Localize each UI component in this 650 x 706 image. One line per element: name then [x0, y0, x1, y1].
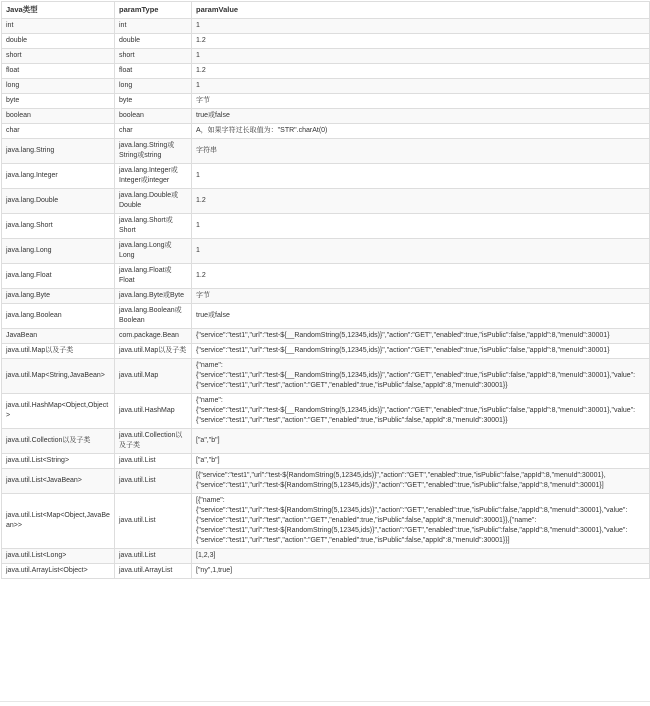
- table-row: [2, 359, 650, 394]
- cell-param-type: java.util.Map以及子类: [115, 344, 192, 359]
- cell-param-type: char: [115, 124, 192, 139]
- table-row: [2, 139, 650, 164]
- cell-param-value: {"name":{"service":"test1","url":"test-${__RandomString(5,12345,ids)}","action":"GET","enabled":true,"isPublic":false,"appId":8,"menuId":30001},"value":{"service":"test1","url":"test","action":"GET","enabled":true,"isPublic":false,"appId":8,"menuId":30001}}: [192, 359, 650, 394]
- cell-param-type: java.lang.Long或Long: [115, 239, 192, 264]
- cell-java-type: java.util.List<String>: [2, 454, 115, 469]
- cell-param-value: ["a","b"]: [192, 429, 650, 454]
- cell-java-type: java.lang.String: [2, 139, 115, 164]
- cell-java-type: java.util.Map以及子类: [2, 344, 115, 359]
- table-row: [2, 549, 650, 564]
- cell-param-value: A，如果字符过长取值为："STR".charAt(0): [192, 124, 650, 139]
- table-row: [2, 494, 650, 549]
- cell-param-type: java.util.List: [115, 469, 192, 494]
- table-row: [2, 469, 650, 494]
- cell-java-type: java.util.List<Long>: [2, 549, 115, 564]
- cell-param-type: java.lang.Integer或Integer或integer: [115, 164, 192, 189]
- table-row: [2, 49, 650, 64]
- cell-param-type: boolean: [115, 109, 192, 124]
- table-row: [2, 34, 650, 49]
- cell-param-type: java.util.HashMap: [115, 394, 192, 429]
- table-row: [2, 94, 650, 109]
- table-row: [2, 394, 650, 429]
- cell-param-value: 1: [192, 214, 650, 239]
- cell-param-type: java.lang.Byte或Byte: [115, 289, 192, 304]
- cell-param-value: 1: [192, 49, 650, 64]
- cell-param-value: 1.2: [192, 34, 650, 49]
- cell-java-type: long: [2, 79, 115, 94]
- cell-param-type: short: [115, 49, 192, 64]
- cell-java-type: java.lang.Integer: [2, 164, 115, 189]
- cell-param-value: 1.2: [192, 189, 650, 214]
- table-row: [2, 79, 650, 94]
- cell-param-value: [{"service":"test1","url":"test-${RandomString(5,12345,ids)}","action":"GET","enabled":true,"isPublic":false,"appId":8,"menuId":30001},{"service":"test1","url":"test-${RandomString(5,12345,ids)}","action":"GET","enabled":true,"isPublic":false,"appId":8,"menuId":30001}]: [192, 469, 650, 494]
- cell-param-type: java.lang.String或String或string: [115, 139, 192, 164]
- cell-param-type: com.package.Bean: [115, 329, 192, 344]
- table-body: [2, 19, 650, 579]
- header-row: [2, 2, 650, 19]
- table-row: [2, 164, 650, 189]
- cell-param-type: java.lang.Short或Short: [115, 214, 192, 239]
- cell-java-type: java.lang.Long: [2, 239, 115, 264]
- cell-java-type: java.lang.Byte: [2, 289, 115, 304]
- header-param-type: paramType: [115, 2, 192, 19]
- table-row: [2, 64, 650, 79]
- cell-param-value: ["ny",1,true]: [192, 564, 650, 579]
- cell-java-type: java.lang.Boolean: [2, 304, 115, 329]
- cell-param-value: ["a","b"]: [192, 454, 650, 469]
- cell-java-type: char: [2, 124, 115, 139]
- cell-param-value: {"name":{"service":"test1","url":"test-${__RandomString(5,12345,ids)}","action":"GET","enabled":true,"isPublic":false,"appId":8,"menuId":30001},"value":{"service":"test1","url":"test","action":"GET","enabled":true,"isPublic":false,"appId":8,"menuId":30001}}: [192, 394, 650, 429]
- cell-param-value: true或false: [192, 109, 650, 124]
- cell-param-value: [{"name":{"service":"test1","url":"test-${RandomString(5,12345,ids)}","action":"GET","enabled":true,"isPublic":false,"appId":8,"menuId":30001},"value":{"service":"test1","url":"test","action":"GET","enabled":true,"isPublic":false,"appId":8,"menuId":30001}},{"name":{"service":"test1","url":"test-${RandomString(5,12345,ids)}","action":"GET","enabled":true,"isPublic":false,"appId":8,"menuId":30001},"value":{"service":"test1","url":"test","action":"GET","enabled":true,"isPublic":false,"appId":8,"menuId":30001}}]: [192, 494, 650, 549]
- cell-param-type: java.util.List: [115, 454, 192, 469]
- table-row: [2, 19, 650, 34]
- cell-param-type: java.lang.Boolean或Boolean: [115, 304, 192, 329]
- cell-param-type: java.util.List: [115, 549, 192, 564]
- table-row: [2, 109, 650, 124]
- table-row: [2, 429, 650, 454]
- cell-param-value: 1.2: [192, 264, 650, 289]
- table-row: [2, 214, 650, 239]
- cell-java-type: java.lang.Float: [2, 264, 115, 289]
- cell-param-value: true或false: [192, 304, 650, 329]
- cell-java-type: java.lang.Short: [2, 214, 115, 239]
- cell-param-type: float: [115, 64, 192, 79]
- cell-param-type: java.util.ArrayList: [115, 564, 192, 579]
- cell-param-value: {"service":"test1","url":"test-${__RandomString(5,12345,ids)}","action":"GET","enabled":true,"isPublic":false,"appId":8,"menuId":30001}: [192, 329, 650, 344]
- cell-param-type: java.lang.Float或Float: [115, 264, 192, 289]
- cell-param-value: 字节: [192, 94, 650, 109]
- header-param-value: paramValue: [192, 2, 650, 19]
- table-row: [2, 124, 650, 139]
- cell-java-type: int: [2, 19, 115, 34]
- cell-param-type: java.util.Collection以及子类: [115, 429, 192, 454]
- cell-java-type: JavaBean: [2, 329, 115, 344]
- cell-java-type: java.util.List<Map<Object,JavaBean>>: [2, 494, 115, 549]
- table-row: [2, 264, 650, 289]
- cell-param-value: 1: [192, 19, 650, 34]
- cell-java-type: java.lang.Double: [2, 189, 115, 214]
- table-row: [2, 564, 650, 579]
- table-row: [2, 329, 650, 344]
- cell-java-type: java.util.List<JavaBean>: [2, 469, 115, 494]
- param-type-table: [1, 1, 650, 579]
- cell-param-type: byte: [115, 94, 192, 109]
- cell-param-type: java.util.List: [115, 494, 192, 549]
- table-header: [2, 2, 650, 19]
- table-row: [2, 344, 650, 359]
- cell-java-type: java.util.Collection以及子类: [2, 429, 115, 454]
- table-row: [2, 304, 650, 329]
- cell-java-type: java.util.Map<String,JavaBean>: [2, 359, 115, 394]
- cell-param-value: 1: [192, 79, 650, 94]
- table-row: [2, 189, 650, 214]
- cell-java-type: java.util.HashMap<Object,Object>: [2, 394, 115, 429]
- cell-param-value: {"service":"test1","url":"test-${__RandomString(5,12345,ids)}","action":"GET","enabled":true,"isPublic":false,"appId":8,"menuId":30001}: [192, 344, 650, 359]
- header-java-type: Java类型: [2, 2, 115, 19]
- cell-param-type: java.util.Map: [115, 359, 192, 394]
- cell-param-value: 1: [192, 164, 650, 189]
- cell-param-type: int: [115, 19, 192, 34]
- cell-java-type: double: [2, 34, 115, 49]
- cell-java-type: float: [2, 64, 115, 79]
- cell-param-value: 1.2: [192, 64, 650, 79]
- cell-param-type: java.lang.Double或Double: [115, 189, 192, 214]
- cell-java-type: boolean: [2, 109, 115, 124]
- cell-param-value: 字节: [192, 289, 650, 304]
- table-row: [2, 239, 650, 264]
- cell-java-type: short: [2, 49, 115, 64]
- table-row: [2, 454, 650, 469]
- cell-param-value: 1: [192, 239, 650, 264]
- cell-java-type: byte: [2, 94, 115, 109]
- table-row: [2, 289, 650, 304]
- cell-param-type: long: [115, 79, 192, 94]
- cell-param-type: double: [115, 34, 192, 49]
- cell-param-value: 字符串: [192, 139, 650, 164]
- cell-java-type: java.util.ArrayList<Object>: [2, 564, 115, 579]
- bottom-divider: [0, 701, 650, 702]
- cell-param-value: [1,2,3]: [192, 549, 650, 564]
